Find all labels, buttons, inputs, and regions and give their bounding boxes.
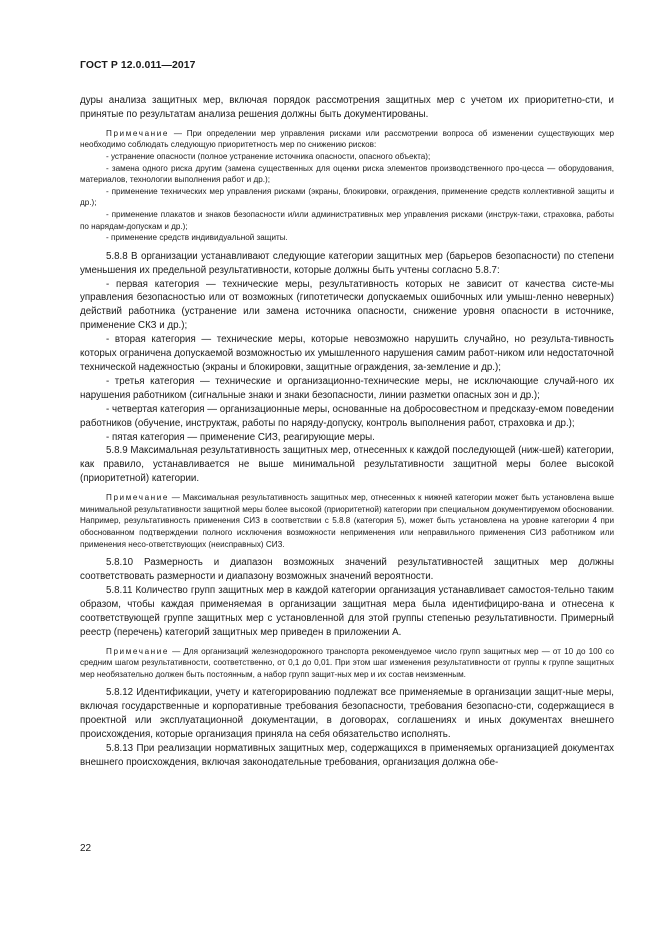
note-text: — При определении мер управления рисками или рассмотрении вопроса об изменении существующих мер необходимо соблюдать следующую приоритетность мер по снижению рисков:: [80, 128, 614, 150]
note-list-item: - применение средств индивидуальной защиты.: [106, 233, 288, 243]
note-list-item: - устранение опасности (полное устранение источника опасности, опасного объекта);: [106, 152, 431, 161]
category-list-item: - пятая категория — применение СИЗ, реагирующие меры.: [106, 431, 375, 443]
note-list-item: - замена одного риска другим (замена существенных для оценки риска элементов производственного про-цесса — оборудования, материалов, технологии выполнения работ и др.);: [80, 163, 614, 185]
page-number: 22: [80, 843, 92, 854]
note-label: Примечание: [106, 646, 170, 656]
document-standard-id: ГОСТ Р 12.0.011—2017: [80, 60, 196, 71]
category-list-item: - первая категория — технические меры, результативность которых не зависит от качества систе-мы управления безопасностью или от возможных (гипотетически допускаемых ошибочных или умыш-ленно неверных) действий работника (устранение или замена источника опасности, снижение уровня опасности в источнике, применение СКЗ и др.);: [80, 278, 614, 332]
clause-5-8-11: 5.8.11 Количество групп защитных мер в каждой категории организация устанавливает самостоя-тельно таким образом, чтобы каждая применяемая в организации защитная мера была идентифициро-вана и отнесена к соответствующей группе защитных мер с установленной для этой группы степенью результативности. Примерный реестр (перечень) категорий защитных мер приведен в приложении А.: [80, 584, 614, 638]
note-list-item: - применение технических мер управления рисками (экраны, блокировки, ограждения, применение средств коллективной защиты и др.);: [80, 186, 614, 208]
note-label: Примечание: [106, 128, 170, 138]
note-label: Примечание: [106, 493, 170, 503]
note-railway-groups: [80, 646, 614, 681]
document-body: [80, 94, 614, 770]
clause-5-8-10: 5.8.10 Размерность и диапазон возможных значений результативностей защитных мер должны соответствовать размерности и диапазону возможных значений вероятности.: [80, 557, 614, 583]
note-text: — Для организаций железнодорожного транспорта рекомендуемое число групп защитных мер — от 10 до 100 со средним шагом результативности, соответственно, от 0,1 до 0,01. При этом шаг изменения результативности от группы к группе защитных мер необязательно должен быть постоянным, а набор групп защит-ных мер и их состав неизменным.: [80, 646, 614, 679]
category-list-item: - третья категория — технические и организационно-технические меры, не исключающие случай-ного их нарушения работником (сигнальные знаки и знаки безопасности, линии разметки опасных зон и др.);: [80, 375, 614, 401]
note-priority-measures: [80, 128, 614, 151]
category-list-item: - четвертая категория — организационные меры, основанные на добросовестном и предсказу-емом поведении работников (обучение, инструктаж, работы по наряду-допуску, контроль выполнения работ, страховка и др.);: [80, 403, 614, 429]
category-list-item: - вторая категория — технические меры, которые невозможно нарушить случайно, но результа-тивность которых ограничена допускаемой возможностью их умышленного нарушения самим работ-ником или недостаточной технической надежностью (экраны и блокировки, защитные ограждения, за-земление и др.);: [80, 334, 614, 373]
note-text: — Максимальная результативность защитных мер, отнесенных к нижней категории может быть установлена выше минимальной результативности защитной меры более высокой (приоритетной) категории при специальном документируемом обосновании. Например, результативность применения СИЗ в соответствии с 5.8.8 (категория 5), может быть установлена на уровне категории 4 при обоснованном подтверждении полного исключения возможности неприменения или неправильного применения СИЗ работником или применения несо-ответствующих (неисправных) СИЗ.: [80, 493, 614, 549]
clause-5-8-13: 5.8.13 При реализации нормативных защитных мер, содержащихся в применяемых организацией документах внешнего происхождения, включая законодательные требования, организация должна обе-: [80, 742, 614, 768]
clause-5-8-12: 5.8.12 Идентификации, учету и категорированию подлежат все применяемые в организации защит-ные меры, включая государственные и корпоративные требования безопасности, требования безопасно-сти, содержащиеся в проектной или эксплуатационной документации, в договорах, соглашениях и иных документах внешнего происхождения, которые организация приняла на себя обязательство исполнять.: [80, 687, 614, 741]
paragraph-continuation: дуры анализа защитных мер, включая порядок рассмотрения защитных мер с учетом их приоритетно-сти, и принятые по результатам анализа решения должны быть документированы.: [80, 95, 614, 120]
clause-5-8-9: 5.8.9 Максимальная результативность защитных мер, отнесенных к каждой последующей (ниж-шей) категории, как правило, устанавливается не выше минимальной результативности защитной меры более высокой (приоритетной) категории.: [80, 445, 614, 485]
note-list-item: - применение плакатов и знаков безопасности и/или административных мер управления рисками (инструк-тажи, страховка, работы по нарядам-допускам и др.);: [80, 209, 614, 231]
clause-5-8-8: 5.8.8 В организации устанавливают следующие категории защитных мер (барьеров безопасности) по степени уменьшения их предельной результативности, которые должны быть учтены согласно 5.8.7:: [80, 250, 614, 276]
note-max-effectiveness: [80, 492, 614, 550]
